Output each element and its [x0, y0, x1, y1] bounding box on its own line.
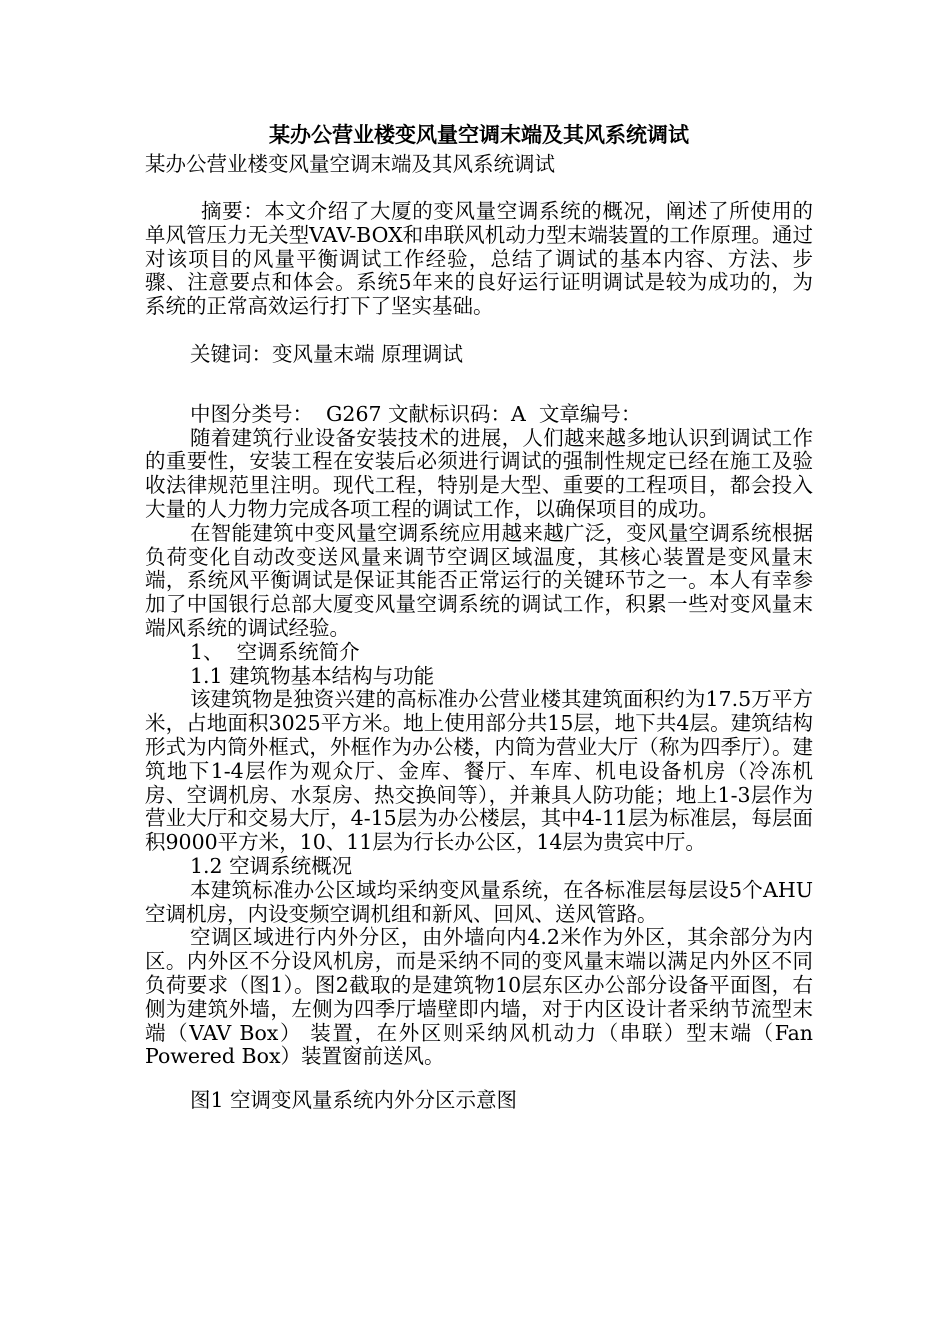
section-1-1-paragraph: 该建筑物是独资兴建的高标准办公营业楼其建筑面积约为17.5万平方米，占地面积3025平方米。地上使用部分共15层，地下共4层。建筑结构形式为内筒外框式，外框作为办公楼，内筒为营业大厅（称为四季厅）。建筑地下1-4层作为观众厅、金库、餐厅、车库、机电设备机房（冷冻机房、空调机房、水泵房、热交换间等），并兼具人防功能；地上1-3层作为营业大厅和交易大厅，4-15层为办公楼层，其中4-11层为标准层，每层面积9000平方米，10、11层为行长办公区，14层为贵宾中厅。 — [145, 687, 813, 855]
section-heading-1-2: 1.2 空调系统概况 — [190, 853, 353, 878]
section-1-2-paragraph: 空调区域进行内外分区，由外墙向内4.2米作为外区，其余部分为内区。内外区不分设风机房，而是采纳不同的变风量末端以满足内外区不同负荷要求（图1）。图2截取的是建筑物10层东区办公部分设备平面图，右侧为建筑外墙，左侧为四季厅墙壁即内墙，对于内区设计者采纳节流型末端（VAV Box） 装置，在外区则采纳风机动力（串联）型末端（Fan Powered Box）装置窗前送风。 — [145, 925, 813, 1069]
abstract-paragraph: 摘要：本文介绍了大厦的变风量空调系统的概况，阐述了所使用的单风管压力无关型VAV-BOX和串联风机动力型末端装置的工作原理。通过对该项目的风量平衡调试工作经验，总结了调试的基本内容、方法、步骤、注意要点和体会。系统5年来的良好运行证明调试是较为成功的，为系统的正常高效运行打下了坚实基础。 — [145, 199, 813, 319]
figure-1-caption: 图1 空调变风量系统内外分区示意图 — [190, 1088, 518, 1113]
section-heading-1-1: 1.1 建筑物基本结构与功能 — [190, 663, 435, 688]
body-paragraph: 在智能建筑中变风量空调系统应用越来越广泛，变风量空调系统根据负荷变化自动改变送风量来调节空调区域温度，其核心装置是变风量末端，系统风平衡调试是保证其能否正常运行的关键环节之一。本人有幸参加了中国银行总部大厦变风量空调系统的调试工作，积累一些对变风量末端风系统的调试经验。 — [145, 520, 813, 640]
document-subtitle: 某办公营业楼变风量空调末端及其风系统调试 — [145, 152, 555, 176]
spacer — [145, 391, 813, 403]
spacer — [145, 367, 813, 391]
document-page — [145, 118, 813, 1113]
section-heading-1: 1、 空调系统简介 — [190, 639, 360, 664]
keywords-line: 关键词：变风量末端 原理调试 — [190, 341, 464, 366]
spacer — [145, 176, 813, 200]
section-1-2-paragraph: 本建筑标准办公区域均采纳变风量系统，在各标准层每层设5个AHU空调机房，内设变频空调机组和新风、回风、送风管路。 — [145, 877, 813, 926]
document-title: 某办公营业楼变风量空调末端及其风系统调试 — [269, 122, 689, 147]
body-paragraph: 随着建筑行业设备安装技术的进展，人们越来越多地认识到调试工作的重要性，安装工程在安装后必须进行调试的强制性规定已经在施工及验收法律规范里注明。现代工程，特别是大型、重要的工程项目，都会投入大量的人力物力完成各项工程的调试工作，以确保项目的成功。 — [145, 425, 813, 521]
classification-line: 中图分类号： G267 文献标识码：A 文章编号： — [190, 401, 642, 426]
spacer — [145, 319, 813, 343]
spacer — [145, 1069, 813, 1089]
